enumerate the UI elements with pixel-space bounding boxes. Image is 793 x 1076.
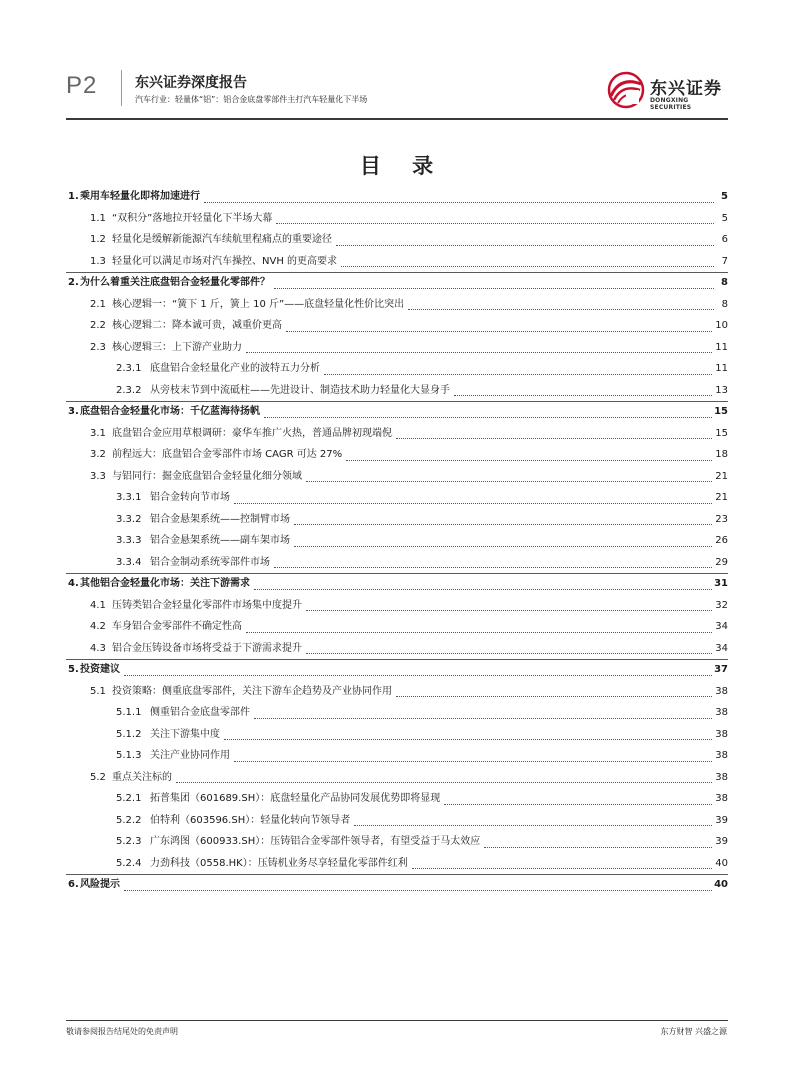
toc-entry-number: 2.3.1 [116,363,142,374]
toc-entry-number: 1.1 [90,212,106,224]
toc-leader-dots [306,653,714,654]
toc-entry-page: 15 [713,423,728,445]
toc-entry-number: 5.1 [90,685,106,697]
toc-entry-number: 5. [68,664,79,675]
toc-entry-label: 铝合金悬架系统——控制臂市场 [150,513,290,525]
toc-leader-dots [341,266,714,267]
chapter-divider [66,401,728,402]
toc-entry-page: 38 [713,681,728,703]
logo-text-cn: 东兴证券 [650,79,722,99]
footer-slogan: 东方财智 兴盛之源 [660,1027,727,1036]
toc-leader-dots [276,223,714,224]
toc-entry-page: 11 [713,337,728,359]
toc-entry-page: 10 [713,315,728,337]
toc-leader-dots [254,718,714,719]
toc-entry[interactable] [66,853,728,875]
toc-leader-dots [412,868,714,869]
toc-entry-label: 力劲科技（0558.HK）：压铸机业务尽享轻量化零部件红利 [150,857,408,869]
toc-entry-label: 核心逻辑三：上下游产业助力 [112,341,242,353]
toc-leader-dots [234,503,714,504]
toc-leader-dots [306,481,714,482]
toc-entry-label: 重点关注标的 [112,771,172,783]
toc-entry-page: 38 [713,767,728,789]
toc-entry-number: 6. [68,879,79,890]
toc-title: 目 录 [359,154,446,178]
toc-entry-number: 2.2 [90,320,106,331]
toc-entry-number: 5.2.3 [116,836,142,847]
toc-entry-page: 26 [713,530,728,552]
toc-entry-number: 4.2 [90,621,106,632]
toc-entry-page: 15 [712,401,728,423]
toc-leader-dots [306,610,714,611]
toc-entry-page: 23 [713,509,728,531]
toc-entry-number: 5.2.4 [116,857,142,869]
toc-entry[interactable] [66,294,728,316]
toc-entry-label: 投资建议 [80,664,120,675]
toc-leader-dots [286,331,714,332]
toc-entry[interactable] [66,659,728,681]
toc-entry-label: 核心逻辑二：降本诚可贵，减重价更高 [112,320,282,331]
toc-entry[interactable] [66,337,728,359]
toc-leader-dots [444,804,714,805]
chapter-divider [66,573,728,574]
toc-entry[interactable] [66,831,728,853]
toc-entry-page: 8 [719,272,728,294]
toc-entry-page: 13 [713,380,728,402]
toc-leader-dots [274,567,714,568]
footer-rule [66,1020,728,1021]
toc-entry-label: 关注下游集中度 [150,728,220,740]
toc-leader-dots [408,309,714,310]
logo-emblem-icon [606,70,646,110]
header-rule [66,118,728,120]
chapter-divider [66,272,728,273]
toc-leader-dots [176,782,714,783]
toc-entry-label: 底盘铝合金轻量化市场：千亿蓝海待扬帆 [80,406,260,417]
report-title: 东兴证券深度报告 [135,75,247,91]
toc-entry[interactable] [66,638,728,660]
toc-entry-label: 前程远大：底盘铝合金零部件市场 CAGR 可达 27% [112,449,343,460]
toc-entry-label: 铝合金悬架系统——副车架市场 [150,535,290,546]
toc-entry-label: 底盘铝合金应用草根调研：豪华车推广火热，普通品牌初现端倪 [112,427,392,439]
toc-entry-number: 4.3 [90,642,106,654]
toc-entry[interactable] [66,401,728,423]
toc-entry[interactable] [66,487,728,509]
toc-leader-dots [124,675,714,676]
toc-entry[interactable] [66,552,728,574]
toc-entry-page: 40 [713,853,728,875]
toc-leader-dots [454,395,714,396]
toc-entry[interactable] [66,186,728,208]
page-header [66,68,728,120]
page-number: P2 [66,72,98,99]
toc-entry-number: 3.3.4 [116,556,142,568]
toc-entry-label: 为什么着重关注底盘铝合金轻量化零部件？ [80,277,270,288]
toc-entry-label: 底盘铝合金轻量化产业的波特五力分析 [150,363,320,374]
toc-entry-number: 5.2.1 [116,793,142,804]
toc-entry-page: 37 [712,659,728,681]
toc-entry-number: 4.1 [90,599,106,611]
toc-leader-dots [234,761,714,762]
toc-entry[interactable] [66,595,728,617]
toc-entry-number: 4. [68,578,79,589]
toc-entry-page: 21 [713,487,728,509]
toc-entry-page: 7 [720,251,728,273]
toc-entry-page: 39 [713,810,728,832]
toc-entry[interactable] [66,616,728,638]
toc-entry-label: 侧重铝合金底盘零部件 [150,707,250,718]
company-logo [606,70,728,110]
toc-entry-label: 压铸类铝合金轻量化零部件市场集中度提升 [112,599,302,611]
toc-entry-page: 11 [713,358,728,380]
toc-leader-dots [246,352,714,353]
toc-entry-number: 5.2.2 [116,814,142,826]
toc-entry[interactable] [66,767,728,789]
toc-entry[interactable] [66,681,728,703]
toc-entry[interactable] [66,702,728,724]
toc-leader-dots [246,632,714,633]
toc-entry[interactable] [66,573,728,595]
toc-entry-page: 34 [713,616,728,638]
toc-entry[interactable] [66,444,728,466]
toc-leader-dots [224,739,714,740]
toc-entry-number: 2.1 [90,298,106,310]
table-of-contents [66,186,728,896]
toc-entry-number: 3.3.3 [116,535,142,546]
toc-entry-number: 1.2 [90,234,106,245]
toc-leader-dots [274,288,714,289]
toc-entry-number: 2. [68,277,79,288]
toc-leader-dots [396,696,714,697]
toc-leader-dots [204,202,714,203]
toc-entry[interactable] [66,788,728,810]
toc-entry-page: 5 [719,186,728,208]
toc-entry-page: 40 [712,874,728,896]
toc-entry[interactable] [66,509,728,531]
toc-entry-page: 6 [720,229,728,251]
toc-entry[interactable] [66,208,728,230]
toc-entry-number: 3.2 [90,449,106,460]
toc-entry-page: 31 [712,573,728,595]
toc-entry[interactable] [66,745,728,767]
toc-entry-label: 轻量化是缓解新能源汽车续航里程痛点的重要途径 [112,234,332,245]
toc-entry-label: 广东鸿图（600933.SH）：压铸铝合金零部件领导者，有望受益于马太效应 [150,836,481,847]
logo-text-en: DONGXING SECURITIES [650,97,692,111]
toc-entry-number: 2.3.2 [116,384,142,396]
header-divider [121,70,122,106]
toc-entry[interactable] [66,315,728,337]
footer-disclaimer: 敬请参阅报告结尾处的免责声明 [66,1027,178,1036]
toc-entry-number: 2.3 [90,341,106,353]
toc-leader-dots [484,847,714,848]
toc-entry-number: 3. [68,406,79,417]
toc-entry-label: 拓普集团（601689.SH）：底盘轻量化产品协同发展优势即将显现 [150,793,441,804]
toc-entry-page: 32 [713,595,728,617]
toc-entry[interactable] [66,358,728,380]
toc-entry-label: 其他铝合金轻量化市场：关注下游需求 [80,578,250,589]
chapter-divider [66,659,728,660]
toc-leader-dots [346,460,714,461]
toc-entry-label: 铝合金制动系统零部件市场 [150,556,270,568]
toc-entry-page: 21 [713,466,728,488]
toc-entry[interactable] [66,229,728,251]
toc-leader-dots [124,890,714,891]
chapter-divider [66,874,728,875]
toc-leader-dots [254,589,714,590]
toc-leader-dots [294,524,714,525]
toc-entry-label: 乘用车轻量化即将加速进行 [80,191,200,202]
toc-entry-label: 投资策略：侧重底盘零部件，关注下游车企趋势及产业协同作用 [112,685,392,697]
toc-entry-label: “双积分”落地拉开轻量化下半场大幕 [112,212,273,224]
toc-entry-label: 轻量化可以满足市场对汽车操控、NVH 的更高要求 [112,255,338,267]
toc-entry[interactable] [66,251,728,273]
toc-entry-number: 5.1.1 [116,707,142,718]
toc-entry[interactable] [66,530,728,552]
toc-entry-page: 34 [713,638,728,660]
toc-entry-number: 5.1.3 [116,750,142,761]
toc-entry-number: 3.3.1 [116,492,142,503]
toc-entry-label: 关注产业协同作用 [150,750,230,761]
toc-entry-number: 3.3.2 [116,513,142,525]
report-subtitle: 汽车行业：轻量体“铝”：铝合金底盘零部件主打汽车轻量化下半场 [135,95,368,104]
toc-leader-dots [396,438,714,439]
toc-entry-page: 38 [713,724,728,746]
toc-entry[interactable] [66,724,728,746]
toc-entry-page: 39 [713,831,728,853]
toc-entry[interactable] [66,272,728,294]
toc-leader-dots [324,374,714,375]
toc-entry-page: 38 [713,788,728,810]
toc-entry-label: 风险提示 [80,879,120,890]
toc-entry-page: 5 [720,208,728,230]
toc-entry-number: 3.3 [90,470,106,482]
toc-entry-label: 从旁枝末节到中流砥柱——先进设计、制造技术助力轻量化大显身手 [150,384,450,396]
toc-entry-label: 铝合金转向节市场 [150,492,230,503]
toc-entry-number: 1. [68,191,79,202]
toc-entry-label: 伯特利（603596.SH）：轻量化转向节领导者 [150,814,351,826]
toc-entry-number: 5.1.2 [116,728,142,740]
toc-entry-number: 1.3 [90,255,106,267]
toc-entry-label: 核心逻辑一：“簧下 1 斤，簧上 10 斤”——底盘轻量化性价比突出 [112,298,405,310]
toc-leader-dots [264,417,714,418]
toc-entry-page: 8 [720,294,728,316]
toc-entry-number: 3.1 [90,427,106,439]
toc-entry[interactable] [66,874,728,896]
toc-leader-dots [336,245,714,246]
toc-entry-page: 18 [713,444,728,466]
toc-entry-page: 29 [713,552,728,574]
toc-entry-label: 铝合金压铸设备市场将受益于下游需求提升 [112,642,302,654]
toc-entry[interactable] [66,810,728,832]
toc-leader-dots [354,825,714,826]
toc-entry[interactable] [66,380,728,402]
toc-entry-page: 38 [713,745,728,767]
toc-entry-label: 与铝同行：掘金底盘铝合金轻量化细分领域 [112,470,302,482]
toc-entry-label: 车身铝合金零部件不确定性高 [112,621,242,632]
toc-entry[interactable] [66,423,728,445]
toc-leader-dots [294,546,714,547]
toc-entry[interactable] [66,466,728,488]
toc-entry-page: 38 [713,702,728,724]
toc-entry-number: 5.2 [90,771,106,783]
